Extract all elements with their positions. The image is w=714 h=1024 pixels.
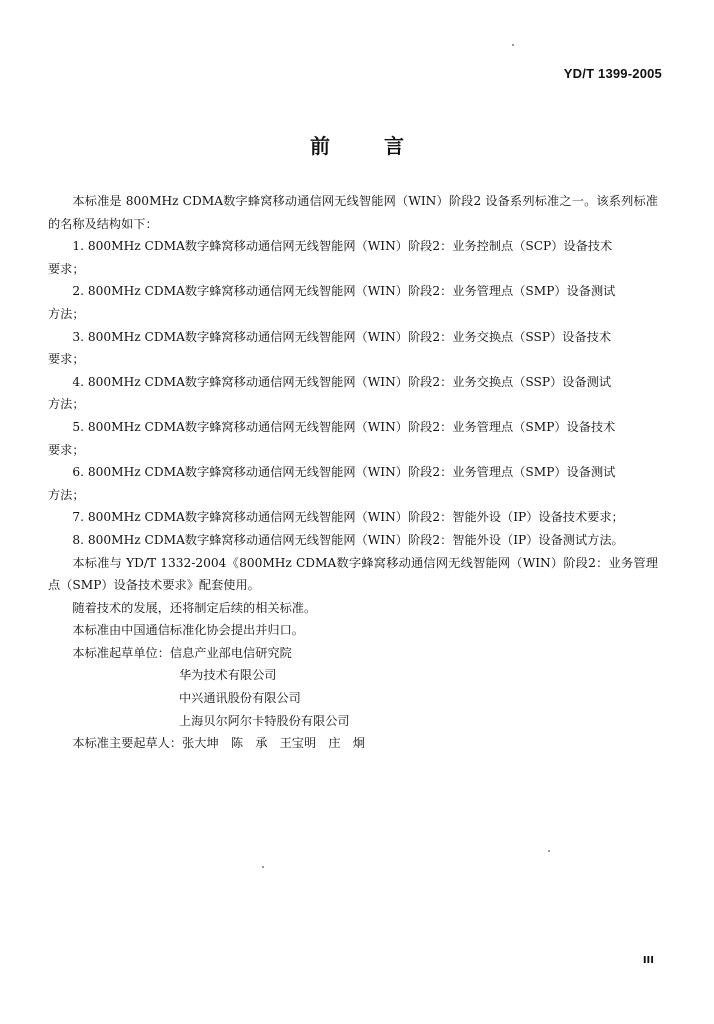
list-item-4: 4. 800MHz CDMA数字蜂窝移动通信网无线智能网（WIN）阶段2：业务交换点（SSP）设备测试 [72, 374, 612, 389]
drafters-label: 本标准主要起草人： [72, 736, 183, 751]
drafters-names: 张大坤 陈 承 王宝明 庄 炯 [182, 736, 365, 751]
drafting-unit-2: 华为技术有限公司 [179, 668, 277, 683]
drafters-line [48, 732, 658, 755]
list-item-6: 6. 800MHz CDMA数字蜂窝移动通信网无线智能网（WIN）阶段2：业务管理点（SMP）设备测试 [72, 465, 616, 480]
list-item-8: 8. 800MHz CDMA数字蜂窝移动通信网无线智能网（WIN）阶段2：智能外设（IP）设备测试方法。 [72, 532, 624, 547]
standard-number: YD/T 1399-2005 [563, 66, 662, 81]
drafting-unit-1: 信息产业部电信研究院 [169, 645, 292, 660]
list-item-6-continuation: 方法； [48, 487, 85, 502]
intro-paragraph: 本标准是 800MHz CDMA数字蜂窝移动通信网无线智能网（WIN）阶段2 设备系列标准之一。该系列标准的名称及结构如下： [48, 194, 658, 231]
list-item-5-continuation: 要求； [48, 442, 85, 457]
page-number: III [642, 955, 654, 966]
page-title [0, 130, 714, 159]
list-item-7: 7. 800MHz CDMA数字蜂窝移动通信网无线智能网（WIN）阶段2：智能外设（IP）设备技术要求； [72, 510, 624, 525]
drafting-unit-3: 中兴通讯股份有限公司 [179, 691, 301, 706]
drafting-units-line [48, 642, 658, 665]
document-body [48, 190, 658, 755]
list-item-5: 5. 800MHz CDMA数字蜂窝移动通信网无线智能网（WIN）阶段2：业务管理点（SMP）设备技术 [72, 419, 616, 434]
companion-paragraph: 本标准与 YD/T 1332-2004《800MHz CDMA数字蜂窝移动通信网无线智能网（WIN）阶段2：业务管理点（SMP）设备技术要求》配套使用。 [48, 555, 658, 593]
drafting-unit-4: 上海贝尔阿尔卡特股份有限公司 [179, 713, 350, 728]
list-item-3: 3. 800MHz CDMA数字蜂窝移动通信网无线智能网（WIN）阶段2：业务交换点（SSP）设备技术 [72, 329, 612, 344]
scan-speck [512, 44, 514, 46]
list-item-2: 2. 800MHz CDMA数字蜂窝移动通信网无线智能网（WIN）阶段2：业务管理点（SMP）设备测试 [72, 284, 616, 299]
future-paragraph: 随着技术的发展，还将制定后续的相关标准。 [72, 600, 317, 615]
proposer-paragraph: 本标准由中国通信标准化协会提出并归口。 [72, 623, 304, 638]
list-item-1-continuation: 要求； [48, 261, 85, 276]
list-item-1: 1. 800MHz CDMA数字蜂窝移动通信网无线智能网（WIN）阶段2：业务控制点（SCP）设备技术 [72, 239, 613, 254]
list-item-4-continuation: 方法； [48, 397, 85, 412]
title-char-1: 前 [310, 134, 330, 158]
title-char-2: 言 [384, 134, 404, 158]
scan-speck [262, 866, 264, 868]
list-item-3-continuation: 要求； [48, 352, 85, 367]
scan-speck [548, 850, 550, 852]
drafting-units-label: 本标准起草单位： [72, 645, 170, 660]
list-item-2-continuation: 方法； [48, 306, 85, 321]
